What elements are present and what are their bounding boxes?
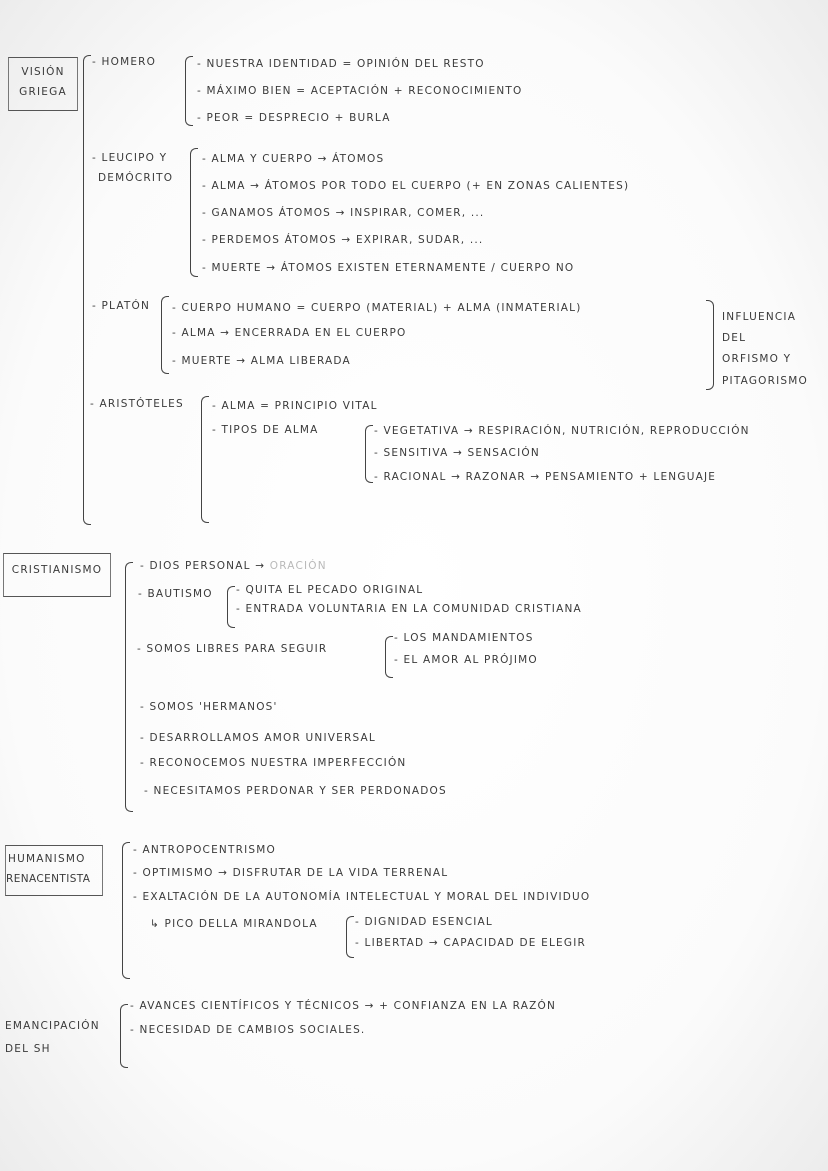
note-line: INFLUENCIA <box>722 311 797 323</box>
emancipacion-title: EMANCIPACIÓN <box>5 1020 100 1032</box>
brace <box>190 148 198 277</box>
emancipacion-title: DEL SH <box>5 1043 51 1055</box>
list-item: - CUERPO HUMANO = CUERPO (MATERIAL) + ALMA (INMATERIAL) <box>172 302 582 314</box>
list-item: - ENTRADA VOLUNTARIA EN LA COMUNIDAD CRISTIANA <box>236 603 582 615</box>
brace <box>185 56 193 126</box>
list-item: - DESARROLLAMOS AMOR UNIVERSAL <box>140 732 376 744</box>
list-item: - SOMOS 'HERMANOS' <box>140 701 278 713</box>
brace <box>120 1004 128 1068</box>
list-item: - NECESIDAD DE CAMBIOS SOCIALES. <box>130 1024 366 1036</box>
list-item: - EL AMOR AL PRÓJIMO <box>394 654 538 666</box>
section-title-vision-griega <box>8 57 78 111</box>
note-line: PITAGORISMO <box>722 375 809 387</box>
title-line: RENACENTISTA <box>6 873 91 885</box>
right-brace <box>706 300 714 390</box>
aristoteles-label: - ARISTÓTELES <box>90 398 184 410</box>
list-item: - DIGNIDAD ESENCIAL <box>355 916 493 928</box>
brace <box>365 425 373 483</box>
list-item: - RACIONAL → RAZONAR → PENSAMIENTO + LENGUAJE <box>374 471 717 483</box>
leucipo-label: DEMÓCRITO <box>98 172 174 184</box>
section-title-humanismo <box>5 845 103 896</box>
list-item: - ALMA = PRINCIPIO VITAL <box>212 400 378 412</box>
list-item: - GANAMOS ÁTOMOS → INSPIRAR, COMER, ... <box>202 207 485 219</box>
list-item <box>140 560 327 572</box>
list-item: - NUESTRA IDENTIDAD = OPINIÓN DEL RESTO <box>197 58 485 70</box>
list-item: - RECONOCEMOS NUESTRA IMPERFECCIÓN <box>140 757 407 769</box>
title-line: CRISTIANISMO <box>11 564 103 576</box>
title-line: VISIÓN <box>21 66 65 78</box>
pico-label: ↳ PICO DELLA MIRANDOLA <box>150 918 318 930</box>
list-item: - ALMA → ENCERRADA EN EL CUERPO <box>172 327 407 339</box>
brace <box>385 636 393 678</box>
list-item: - MÁXIMO BIEN = ACEPTACIÓN + RECONOCIMIENTO <box>197 85 523 97</box>
note-line: DEL <box>722 332 747 344</box>
brace <box>125 562 133 812</box>
list-item: - PEOR = DESPRECIO + BURLA <box>197 112 391 124</box>
list-item: - AVANCES CIENTÍFICOS Y TÉCNICOS → + CONFIANZA EN LA RAZÓN <box>130 1000 557 1012</box>
brace <box>227 586 235 628</box>
list-item: - OPTIMISMO → DISFRUTAR DE LA VIDA TERRENAL <box>133 867 449 879</box>
brace <box>122 842 130 979</box>
list-item: - NECESITAMOS PERDONAR Y SER PERDONADOS <box>144 785 447 797</box>
list-item: - TIPOS DE ALMA <box>212 424 319 436</box>
list-item: - VEGETATIVA → RESPIRACIÓN, NUTRICIÓN, REPRODUCCIÓN <box>374 425 750 437</box>
list-item: - MUERTE → ÁTOMOS EXISTEN ETERNAMENTE / CUERPO NO <box>202 262 575 274</box>
section-title-cristianismo <box>3 553 111 597</box>
platon-label: - PLATÓN <box>92 300 151 312</box>
brace <box>83 55 91 525</box>
list-item: - MUERTE → ALMA LIBERADA <box>172 355 351 367</box>
list-item: - QUITA EL PECADO ORIGINAL <box>236 584 424 596</box>
brace <box>161 296 169 374</box>
leucipo-label: - LEUCIPO Y <box>92 152 168 164</box>
list-item: - ANTROPOCENTRISMO <box>133 844 276 856</box>
dios-faint-text: ORACIÓN <box>269 560 327 572</box>
list-item: - PERDEMOS ÁTOMOS → EXPIRAR, SUDAR, ... <box>202 234 484 246</box>
list-item: - EXALTACIÓN DE LA AUTONOMÍA INTELECTUAL Y MORAL DEL INDIVIDUO <box>133 891 591 903</box>
list-item: - ALMA Y CUERPO → ÁTOMOS <box>202 153 385 165</box>
homero-label: - HOMERO <box>92 56 157 68</box>
brace <box>201 396 209 523</box>
bautismo-label: - BAUTISMO <box>138 588 213 600</box>
note-line: ORFISMO Y <box>722 353 792 365</box>
list-item: - LIBERTAD → CAPACIDAD DE ELEGIR <box>355 937 586 949</box>
list-item: - ALMA → ÁTOMOS POR TODO EL CUERPO (+ EN ZONAS CALIENTES) <box>202 180 630 192</box>
dios-text: - DIOS PERSONAL → <box>140 560 266 572</box>
list-item: - SENSITIVA → SENSACIÓN <box>374 447 540 459</box>
brace <box>346 916 354 958</box>
title-line: HUMANISMO <box>8 853 86 865</box>
list-item: - LOS MANDAMIENTOS <box>394 632 534 644</box>
title-line: GRIEGA <box>19 86 67 98</box>
libres-label: - SOMOS LIBRES PARA SEGUIR <box>137 643 328 655</box>
